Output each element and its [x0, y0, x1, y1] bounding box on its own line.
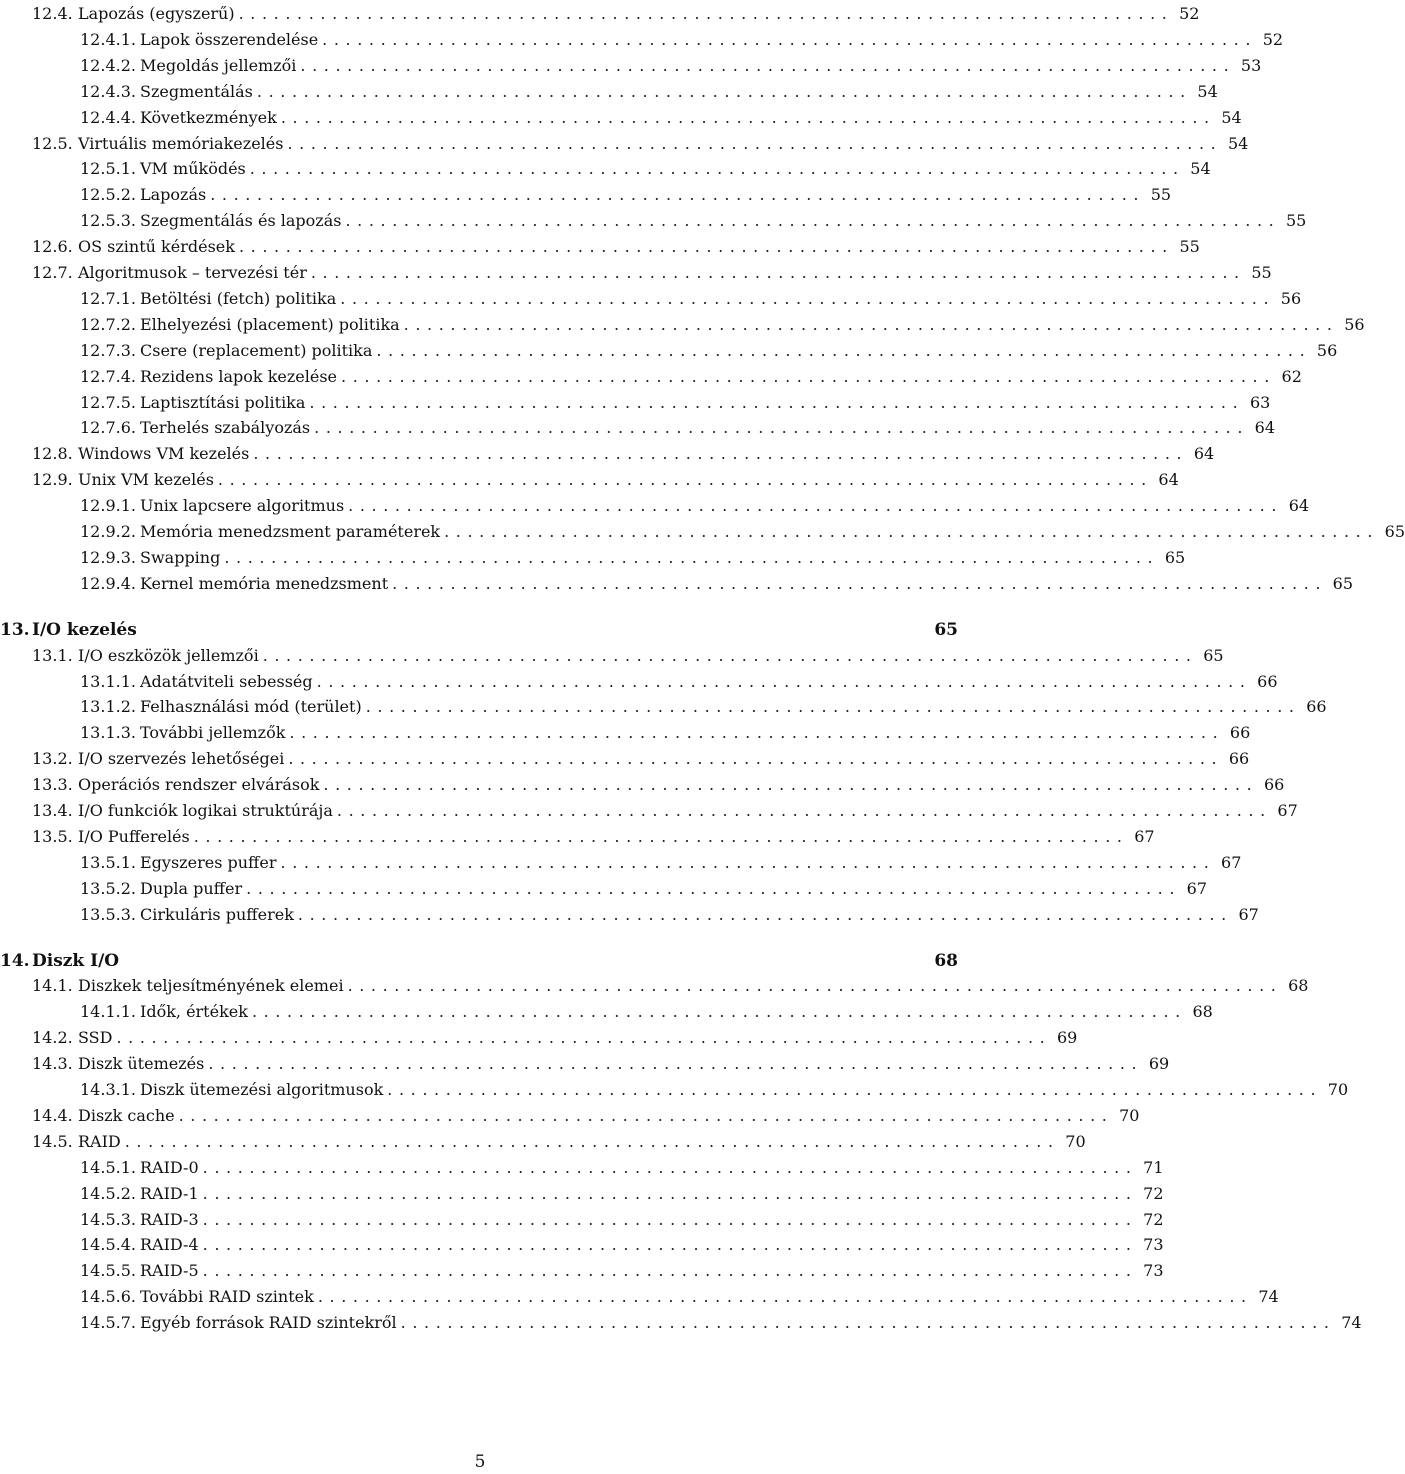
toc-number: 12.9. [32, 470, 73, 490]
toc-page-number: 63 [1249, 392, 1271, 412]
toc-number: 13.5.2. [80, 878, 136, 898]
toc-page-number: 70 [1119, 1105, 1140, 1125]
toc-subsection[interactable] [80, 312, 1365, 338]
toc-title: Unix VM kezelés [78, 470, 214, 490]
toc-page-number: 67 [1238, 904, 1259, 924]
toc-title: Cirkuláris pufferek [140, 904, 294, 924]
toc-leader-dots: ................................................................................ [202, 1261, 1138, 1281]
toc-page-number: 64 [1288, 496, 1310, 516]
toc-page-number: 65 [1332, 573, 1353, 593]
toc-leader-dots: ................................................................................ [202, 1157, 1138, 1177]
toc-page-number: 66 [1228, 749, 1250, 769]
toc-page-number: 54 [1221, 107, 1242, 127]
toc-leader-dots: ................................................................................ [280, 852, 1216, 872]
toc-leader-dots: ................................................................................ [249, 159, 1185, 179]
toc-number: 12.7.1. [80, 288, 136, 308]
toc-leader-dots: ................................................................................ [376, 340, 1312, 360]
toc-page-number: 69 [1056, 1028, 1078, 1048]
toc-number: 12.4.2. [80, 55, 136, 75]
toc-title: RAID-0 [140, 1157, 199, 1177]
toc-title: Egyéb források RAID szintekről [140, 1313, 397, 1333]
toc-title: Diszk I/O [32, 950, 120, 971]
toc-subsection[interactable] [80, 1258, 1164, 1284]
toc-subsection[interactable] [80, 415, 1276, 441]
toc-title: Diszk ütemezési algoritmusok [140, 1080, 384, 1099]
toc-title: Lapok összerendelése [140, 29, 319, 49]
toc-page-number: 54 [1197, 81, 1218, 101]
toc-number: 14.4. [32, 1105, 73, 1125]
toc-section[interactable] [32, 441, 1215, 467]
toc-title: Swapping [140, 547, 221, 567]
toc-number: 14.5.1. [80, 1157, 136, 1177]
toc-subsection[interactable] [80, 545, 1186, 571]
toc-page-number: 73 [1143, 1235, 1164, 1255]
toc-section[interactable] [32, 260, 1272, 286]
toc-section[interactable] [32, 643, 1224, 669]
toc-title: Kernel memória menedzsment [140, 573, 389, 593]
toc-number: 13.5.3. [80, 904, 136, 924]
toc-title: Betöltési (fetch) politika [140, 288, 337, 308]
toc-title: Lapozás [140, 185, 207, 205]
toc-title: Diszkek teljesítményének elemei [78, 976, 344, 996]
toc-number: 13.1.2. [80, 697, 136, 717]
toc-title: OS szintű kérdések [78, 237, 235, 257]
toc-page-number: 68 [1288, 976, 1309, 996]
toc-title: Virtuális memóriakezelés [78, 133, 284, 153]
toc-leader-dots: ................................................................................ [193, 826, 1129, 846]
toc-section[interactable] [32, 1051, 1170, 1077]
toc-number: 14.5.7. [80, 1313, 136, 1333]
toc-section[interactable] [32, 1, 1200, 27]
toc-page-number: 62 [1281, 366, 1302, 386]
toc-number: 14. [0, 950, 30, 971]
toc-number: 12.4.4. [80, 107, 136, 127]
toc-title: Idők, értékek [140, 1002, 248, 1022]
toc-section[interactable] [32, 1103, 1140, 1129]
toc-subsection[interactable] [80, 156, 1211, 182]
toc-number: 14.3. [32, 1054, 73, 1074]
toc-number: 12.5. [32, 133, 73, 153]
toc-number: 12.6. [32, 237, 73, 257]
toc-section[interactable] [32, 798, 1298, 824]
toc-page-number: 54 [1190, 159, 1211, 179]
toc-subsection[interactable] [80, 79, 1218, 105]
toc-number: 13. [0, 619, 30, 640]
toc-number: 12.8. [32, 444, 73, 464]
toc-number: 12.7.3. [80, 340, 136, 360]
toc-title: Terhelés szabályozás [140, 418, 311, 438]
toc-number: 12.9.1. [80, 496, 136, 516]
toc-leader-dots: ................................................................................ [178, 1105, 1114, 1125]
toc-page-number: 64 [1193, 444, 1215, 464]
toc-leader-dots: ................................................................................ [336, 801, 1272, 820]
toc-subsection[interactable] [80, 1181, 1164, 1207]
toc-page-number: 52 [1262, 29, 1284, 49]
toc-leader-dots: ................................................................................ [238, 4, 1174, 23]
toc-title: Dupla puffer [140, 878, 243, 898]
toc-title: Memória menedzsment paraméterek [140, 522, 441, 541]
toc-subsection[interactable] [80, 286, 1302, 312]
toc-number: 12.4.1. [80, 29, 136, 49]
toc-section[interactable] [32, 824, 1155, 850]
toc-title: I/O funkciók logikai struktúrája [78, 801, 333, 820]
toc-leader-dots: ................................................................................ [400, 1313, 1336, 1333]
toc-number: 12.9.4. [80, 573, 136, 593]
toc-leader-dots: ................................................................................ [314, 418, 1250, 438]
toc-leader-dots: ................................................................................ [322, 29, 1258, 49]
toc-page-number: 52 [1179, 4, 1200, 23]
toc-leader-dots: ................................................................................ [297, 904, 1233, 924]
toc-page-number: 65 [1384, 522, 1405, 541]
toc-number: 12.7. [32, 263, 73, 282]
toc-title: Laptisztítási politika [140, 392, 306, 412]
toc-section[interactable] [32, 131, 1249, 157]
toc-subsection[interactable] [80, 571, 1353, 597]
toc-title: Algoritmusok – tervezési tér [78, 263, 307, 282]
toc-number: 14.3.1. [80, 1080, 136, 1099]
toc-title: I/O szervezés lehetőségei [78, 749, 285, 769]
toc-title: Elhelyezési (placement) politika [140, 314, 400, 334]
toc-leader-dots: ................................................................................ [289, 723, 1225, 743]
toc-section[interactable] [32, 772, 1285, 798]
toc-number: 14.2. [32, 1028, 73, 1048]
toc-leader-dots: ................................................................................ [210, 185, 1146, 205]
toc-number: 12.7.5. [80, 392, 136, 412]
toc-title: Szegmentálás [140, 81, 253, 101]
toc-title: Diszk ütemezés [78, 1054, 205, 1074]
toc-page-number: 55 [1251, 263, 1272, 282]
toc-number: 12.9.3. [80, 547, 136, 567]
toc-title: Megoldás jellemzői [140, 55, 297, 75]
toc-leader-dots: ................................................................................ [345, 211, 1281, 231]
toc-leader-dots: ................................................................................ [217, 470, 1153, 490]
toc-title: További jellemzők [140, 723, 286, 743]
toc-subsection[interactable] [80, 364, 1302, 390]
toc-title: Operációs rendszer elvárások [78, 775, 320, 795]
toc-title: Következmények [140, 107, 277, 127]
toc-subsection[interactable] [80, 1284, 1279, 1310]
toc-section[interactable] [32, 746, 1250, 772]
toc-subsection[interactable] [80, 493, 1310, 519]
toc-number: 13.4. [32, 801, 73, 820]
toc-subsection[interactable] [80, 182, 1172, 208]
toc-page-number: 56 [1280, 288, 1302, 308]
toc-leader-dots: ................................................................................ [323, 775, 1259, 795]
toc-number: 12.9.2. [80, 522, 136, 541]
toc-subsection[interactable] [80, 390, 1271, 416]
toc-page-number: 65 [1203, 645, 1224, 665]
toc-title: I/O kezelés [32, 619, 137, 640]
toc-subsection[interactable] [80, 1155, 1164, 1181]
toc-number: 13.1.1. [80, 671, 136, 691]
toc-page-number: 70 [1327, 1080, 1349, 1099]
toc-title: RAID-1 [140, 1183, 199, 1203]
toc-page-number: 73 [1143, 1261, 1164, 1281]
toc-title: Diszk cache [78, 1105, 175, 1125]
toc-title: RAID-4 [140, 1235, 199, 1255]
toc-title: További RAID szintek [140, 1287, 314, 1307]
toc-leader-dots: ................................................................................ [310, 263, 1246, 282]
toc-leader-dots: ................................................................................ [256, 81, 1192, 101]
toc-leader-dots: ................................................................................ [341, 366, 1276, 386]
toc-subsection[interactable] [80, 105, 1242, 131]
toc-page-number: 74 [1258, 1287, 1279, 1307]
toc-leader-dots: ................................................................................ [116, 1028, 1052, 1048]
toc-page-number: 66 [1229, 723, 1251, 743]
toc-title: Lapozás (egyszerű) [78, 4, 235, 23]
toc-page-number: 56 [1344, 314, 1365, 334]
toc-leader-dots: ................................................................................ [124, 1131, 1060, 1151]
toc-page-number: 67 [1134, 826, 1155, 846]
toc-leader-dots: ................................................................................ [316, 671, 1252, 691]
toc-leader-dots: ................................................................................ [208, 1054, 1144, 1074]
toc-title: I/O eszközök jellemzői [78, 645, 259, 665]
toc-leader-dots: ................................................................................ [253, 444, 1189, 464]
toc-title: Felhasználási mód (terület) [140, 697, 362, 717]
toc-subsection[interactable] [80, 208, 1307, 234]
toc-number: 14.5.6. [80, 1287, 136, 1307]
toc-number: 13.5.1. [80, 852, 136, 872]
toc-title: Unix lapcsere algoritmus [140, 496, 345, 516]
toc-leader-dots: ................................................................................ [287, 133, 1223, 153]
toc-page-number: 66 [1306, 697, 1327, 717]
toc-leader-dots: ................................................................................ [387, 1080, 1323, 1099]
toc-number: 14.1. [32, 976, 73, 996]
toc-title: RAID [78, 1131, 121, 1151]
toc-subsection[interactable] [80, 999, 1213, 1025]
toc-leader-dots: ................................................................................ [246, 878, 1182, 898]
toc-number: 12.4. [32, 4, 73, 23]
toc-leader-dots: ................................................................................ [348, 496, 1284, 516]
toc-subsection[interactable] [80, 1310, 1362, 1336]
toc-page-number: 66 [1257, 671, 1278, 691]
toc-page-number: 67 [1221, 852, 1242, 872]
toc-number: 12.7.4. [80, 366, 136, 386]
toc-leader-dots: ................................................................................ [347, 976, 1283, 996]
toc-number: 14.5.3. [80, 1209, 136, 1229]
toc-leader-dots: ................................................................................ [262, 645, 1198, 665]
toc-leader-dots: ................................................................................ [340, 288, 1276, 308]
toc-page-number: 64 [1158, 470, 1179, 490]
toc-chapter[interactable] [0, 948, 958, 974]
toc-subsection[interactable] [80, 876, 1208, 902]
toc-page-number: 65 [934, 619, 958, 640]
toc-page-number: 71 [1143, 1157, 1164, 1177]
toc-leader-dots: ................................................................................ [309, 392, 1245, 412]
toc-number: 12.7.2. [80, 314, 136, 334]
toc-section[interactable] [32, 973, 1309, 999]
toc-title: Adatátviteli sebesség [140, 671, 313, 691]
toc-number: 13.3. [32, 775, 73, 795]
toc-number: 12.5.1. [80, 159, 136, 179]
toc-leader-dots: ................................................................................ [288, 749, 1224, 769]
toc-leader-dots: ................................................................................ [238, 237, 1174, 257]
toc-leader-dots: ................................................................................ [403, 314, 1339, 334]
toc-title: Szegmentálás és lapozás [140, 211, 342, 231]
toc-page-number: 69 [1148, 1054, 1170, 1074]
toc-subsection[interactable] [80, 669, 1278, 695]
toc-leader-dots: ................................................................................ [300, 55, 1236, 75]
toc-page-number: 68 [1192, 1002, 1213, 1022]
toc-number: 13.2. [32, 749, 73, 769]
toc-subsection[interactable] [80, 27, 1284, 53]
toc-subsection[interactable] [80, 53, 1262, 79]
toc-page-number: 54 [1227, 133, 1249, 153]
toc-leader-dots: ................................................................................ [251, 1002, 1187, 1022]
toc-chapter[interactable] [0, 617, 958, 643]
toc-page-number: 65 [1164, 547, 1186, 567]
toc-title: RAID-5 [140, 1261, 199, 1281]
toc-page-number: 67 [1277, 801, 1298, 820]
toc-page-number: 70 [1065, 1131, 1086, 1151]
toc-title: Windows VM kezelés [78, 444, 250, 464]
toc-number: 14.5. [32, 1131, 73, 1151]
toc-number: 14.1.1. [80, 1002, 136, 1022]
toc-title: VM működés [140, 159, 246, 179]
toc-leader-dots: ................................................................................ [224, 547, 1160, 567]
toc-section[interactable] [32, 1129, 1086, 1155]
toc-title: Egyszeres puffer [140, 852, 277, 872]
toc-page-number: 55 [1179, 237, 1200, 257]
toc-title: I/O Pufferelés [78, 826, 190, 846]
toc-number: 14.5.4. [80, 1235, 136, 1255]
toc-number: 13.1. [32, 645, 73, 665]
toc-section[interactable] [32, 467, 1179, 493]
toc-title: RAID-3 [140, 1209, 199, 1229]
toc-page-number: 74 [1341, 1313, 1362, 1333]
toc-number: 12.4.3. [80, 81, 136, 101]
toc-subsection[interactable] [80, 902, 1259, 928]
toc-title: SSD [78, 1028, 113, 1048]
toc-leader-dots: ................................................................................ [202, 1183, 1138, 1203]
toc-number: 12.7.6. [80, 418, 136, 438]
toc-number: 14.5.2. [80, 1183, 136, 1203]
toc-title: Csere (replacement) politika [140, 340, 373, 360]
toc-page-number: 67 [1186, 878, 1208, 898]
toc-page-number: 56 [1316, 340, 1338, 360]
toc-number: 12.5.3. [80, 211, 136, 231]
toc-leader-dots: ................................................................................ [317, 1287, 1253, 1307]
toc-page-number: 66 [1263, 775, 1285, 795]
toc-section[interactable] [32, 234, 1200, 260]
toc-page-number: 72 [1143, 1183, 1164, 1203]
toc-title: Rezidens lapok kezelése [140, 366, 338, 386]
toc-page-number: 55 [1150, 185, 1172, 205]
toc-page-number: 55 [1285, 211, 1307, 231]
toc-subsection[interactable] [80, 1077, 1349, 1103]
toc-number: 12.5.2. [80, 185, 136, 205]
toc-number: 13.1.3. [80, 723, 136, 743]
toc-page-number: 68 [934, 950, 958, 971]
toc-page-number: 64 [1254, 418, 1276, 438]
toc-number: 13.5. [32, 826, 73, 846]
toc-leader-dots: ................................................................................ [280, 107, 1216, 127]
toc-leader-dots: ................................................................................ [202, 1209, 1138, 1229]
toc-number: 14.5.5. [80, 1261, 136, 1281]
toc-subsection[interactable] [80, 694, 1327, 720]
toc-subsection[interactable] [80, 1232, 1164, 1258]
toc-subsection[interactable] [80, 1207, 1164, 1233]
page-number: 5 [474, 1452, 486, 1472]
toc-page-number: 53 [1240, 55, 1262, 75]
toc-subsection[interactable] [80, 720, 1251, 746]
toc-subsection[interactable] [80, 519, 1405, 545]
toc-subsection[interactable] [80, 338, 1338, 364]
toc-leader-dots: ................................................................................ [392, 573, 1327, 593]
toc-page-number: 72 [1143, 1209, 1164, 1229]
toc-section[interactable] [32, 1025, 1078, 1051]
toc-leader-dots: ................................................................................ [365, 697, 1301, 717]
toc-subsection[interactable] [80, 850, 1242, 876]
toc-leader-dots: ................................................................................ [202, 1235, 1138, 1255]
toc-leader-dots: ................................................................................ [444, 522, 1379, 541]
